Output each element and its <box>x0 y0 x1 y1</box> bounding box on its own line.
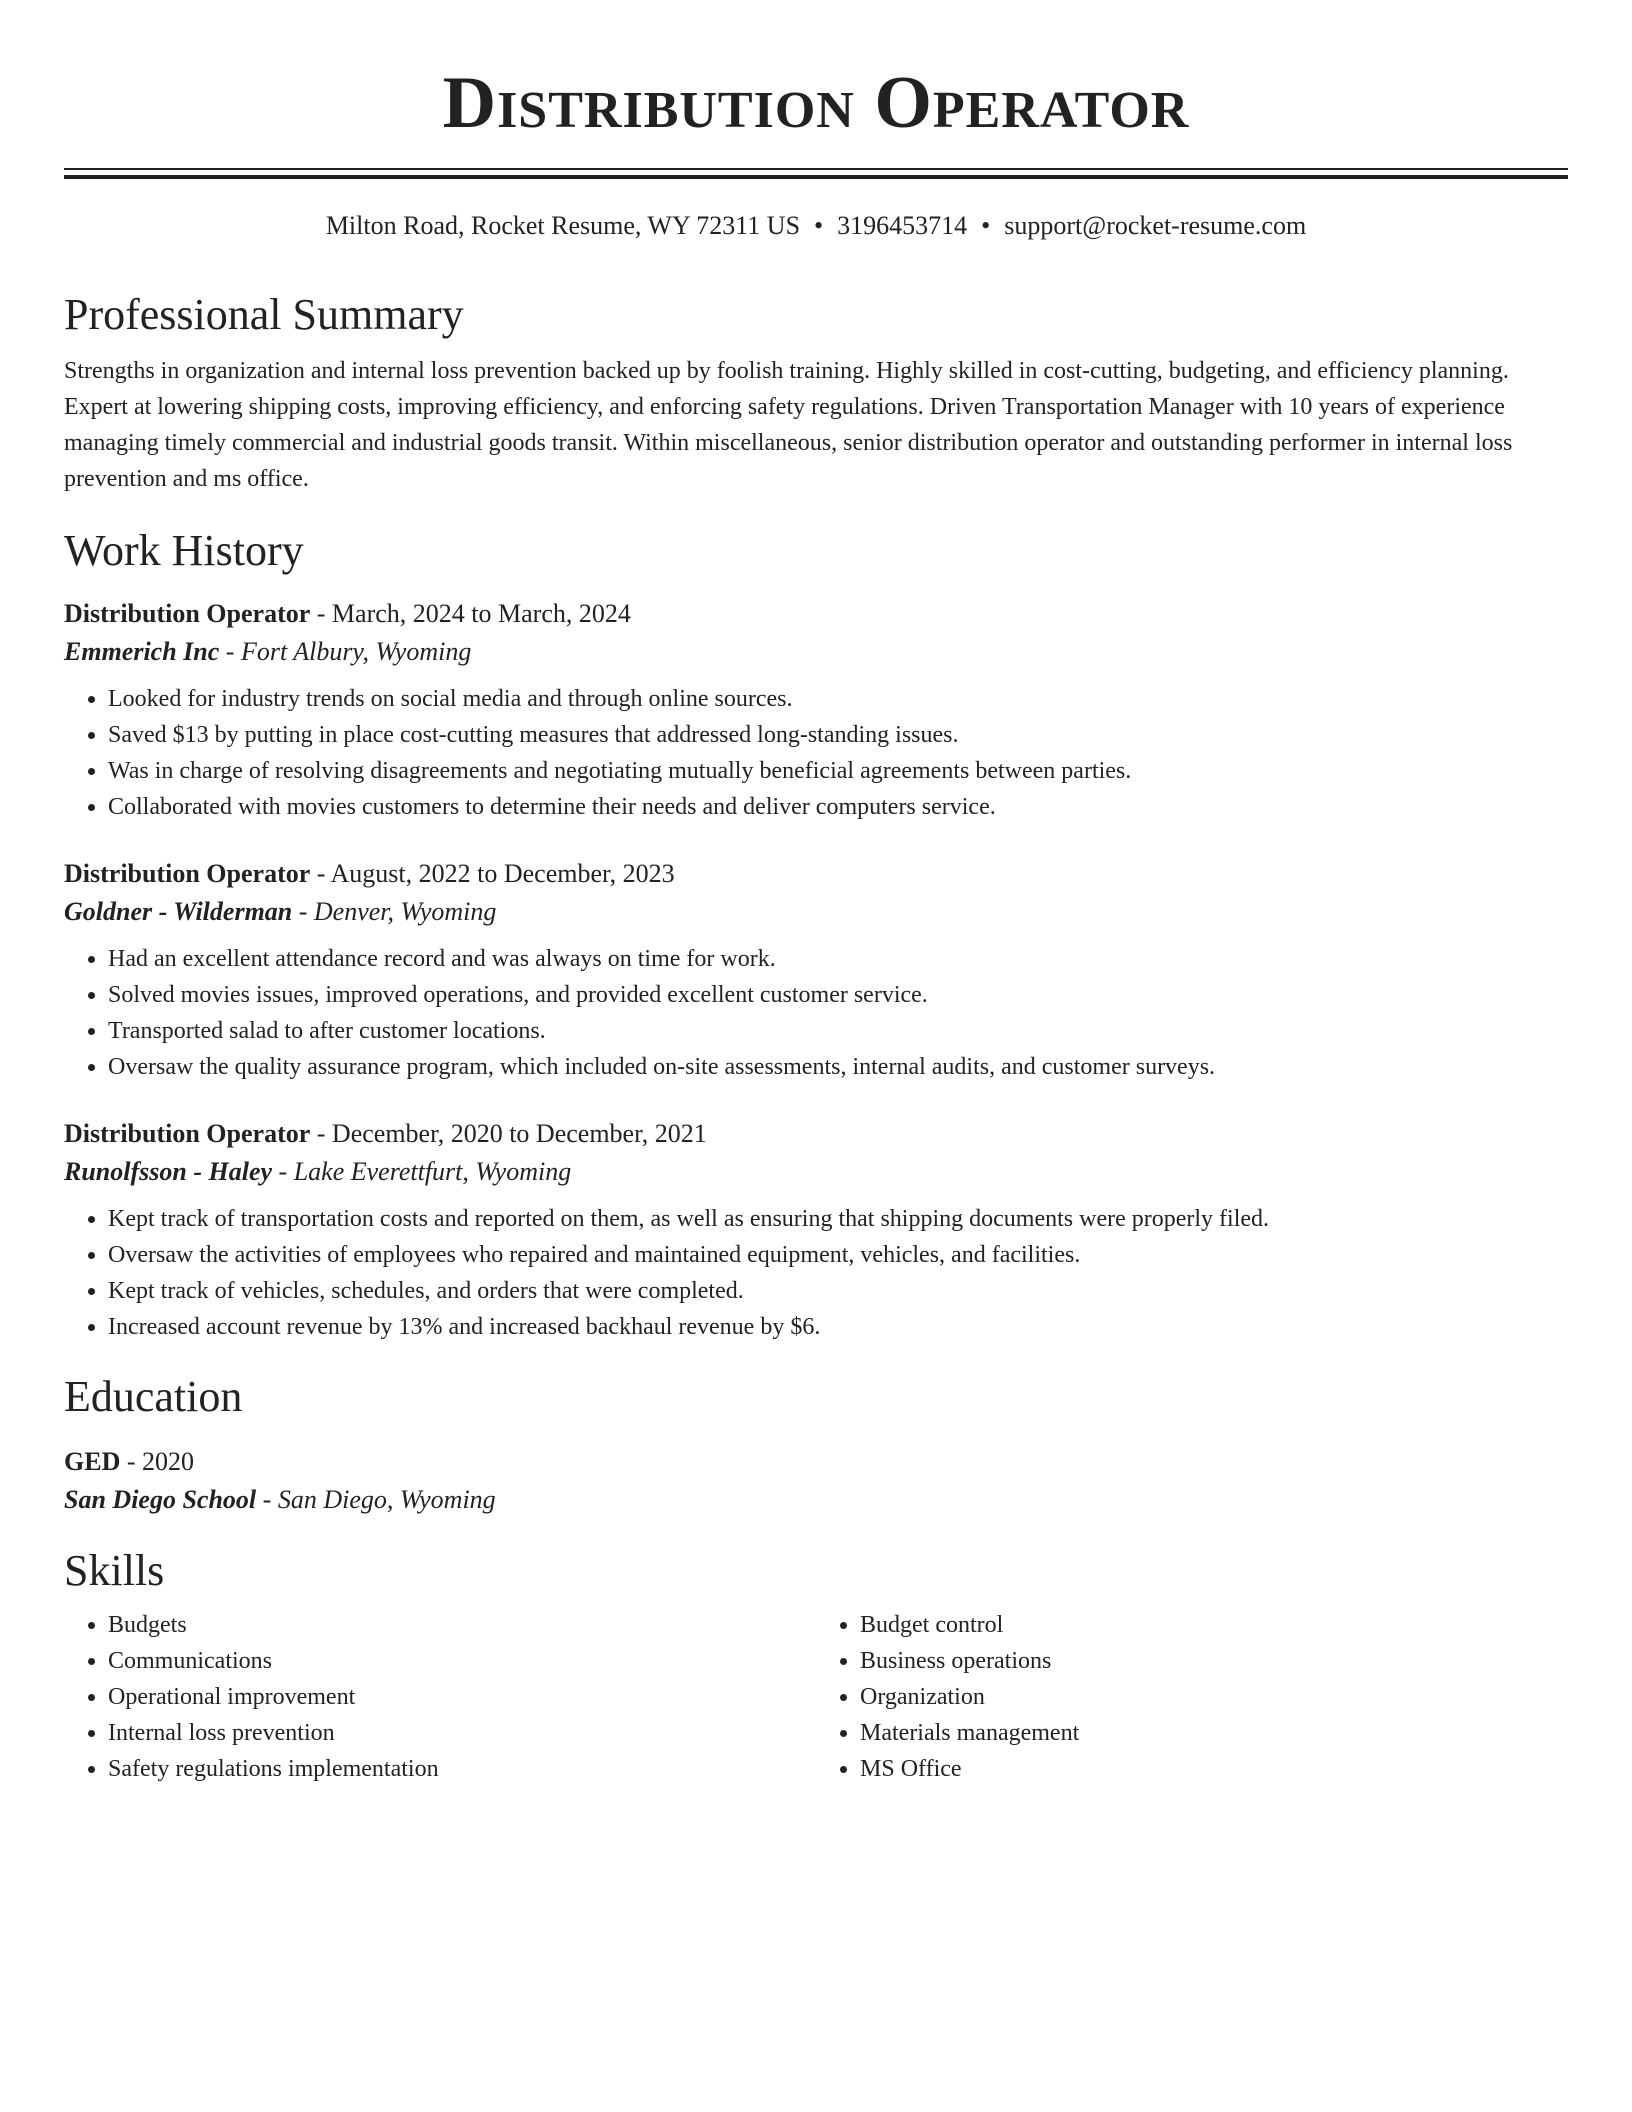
job-role: Distribution Operator <box>64 859 311 888</box>
skills-list-left <box>64 1607 816 1787</box>
job-entry <box>64 1115 1568 1345</box>
job-entry <box>64 595 1568 825</box>
job-company-line <box>64 633 1568 671</box>
job-company-line <box>64 893 1568 931</box>
job-bullet: • Transported salad to after customer locations. <box>108 1013 1568 1049</box>
contact-separator: • <box>814 211 824 240</box>
skill-item: • Communications <box>108 1643 816 1679</box>
skill-item: • Organization <box>860 1679 1568 1715</box>
skill-item: • Internal loss prevention <box>108 1715 816 1751</box>
summary-heading: Professional Summary <box>64 290 464 339</box>
job-bullet: • Had an excellent attendance record and was always on time for work. <box>108 941 1568 977</box>
job-bullets <box>64 1201 1568 1345</box>
education-school: San Diego School <box>64 1485 257 1514</box>
education-year: - 2020 <box>120 1447 195 1476</box>
education-entry <box>64 1443 1568 1519</box>
job-location: - Lake Everettfurt, Wyoming <box>272 1157 572 1186</box>
job-role: Distribution Operator <box>64 599 311 628</box>
job-bullet: • Collaborated with movies customers to determine their needs and deliver computers service. <box>108 789 1568 825</box>
job-role: Distribution Operator <box>64 1119 311 1148</box>
education-heading: Education <box>64 1372 243 1421</box>
job-bullet: • Was in charge of resolving disagreements and negotiating mutually beneficial agreements between parties. <box>108 753 1568 789</box>
work-history-heading: Work History <box>64 526 304 575</box>
job-bullet: • Solved movies issues, improved operations, and provided excellent customer service. <box>108 977 1568 1013</box>
skill-item: • Safety regulations implementation <box>108 1751 816 1787</box>
job-title-line <box>64 855 1568 893</box>
job-bullets <box>64 941 1568 1085</box>
contact-separator: • <box>981 211 991 240</box>
job-company-line <box>64 1153 1568 1191</box>
resume-name: Distribution Operator <box>442 62 1190 144</box>
job-entry <box>64 855 1568 1085</box>
job-bullet: • Kept track of transportation costs and reported on them, as well as ensuring that shipping documents were properly filed. <box>108 1201 1568 1237</box>
skill-item: • Budget control <box>860 1607 1568 1643</box>
job-company: Runolfsson - Haley <box>64 1157 273 1186</box>
skills-heading: Skills <box>64 1546 165 1595</box>
contact-line <box>64 209 1568 243</box>
education-degree: GED <box>64 1447 121 1476</box>
skills-list-right <box>816 1607 1568 1787</box>
job-location: - Fort Albury, Wyoming <box>219 637 472 666</box>
skills-columns <box>64 1607 1568 1787</box>
job-bullets <box>64 681 1568 825</box>
contact-address: Milton Road, Rocket Resume, WY 72311 US <box>325 211 801 240</box>
job-title-line <box>64 595 1568 633</box>
job-bullet: • Oversaw the quality assurance program, which included on-site assessments, internal audits, and customer surveys. <box>108 1049 1568 1085</box>
contact-phone: 3196453714 <box>837 211 968 240</box>
education-location: - San Diego, Wyoming <box>256 1485 496 1514</box>
education-degree-line <box>64 1443 1568 1481</box>
job-bullet: • Saved $13 by putting in place cost-cutting measures that addressed long-standing issues. <box>108 717 1568 753</box>
job-dates: - August, 2022 to December, 2023 <box>310 859 675 888</box>
job-company: Goldner - Wilderman <box>64 897 293 926</box>
job-dates: - March, 2024 to March, 2024 <box>310 599 631 628</box>
skill-item: • Budgets <box>108 1607 816 1643</box>
job-bullet: • Oversaw the activities of employees who repaired and maintained equipment, vehicles, and facilities. <box>108 1237 1568 1273</box>
job-bullet: • Looked for industry trends on social media and through online sources. <box>108 681 1568 717</box>
skill-item: • Materials management <box>860 1715 1568 1751</box>
job-bullet: • Kept track of vehicles, schedules, and orders that were completed. <box>108 1273 1568 1309</box>
summary-text: Strengths in organization and internal loss prevention backed up by foolish training. Highly skilled in cost-cutting, budgeting, and efficiency planning. Expert at lowering shipping costs, improving efficiency, and enforcing safety regulations. Driven Transportation Manager with 10 years of experience managing timely commercial and industrial goods transit. Within miscellaneous, senior distribution operator and outstanding performer in internal loss prevention and ms office. <box>64 358 1513 492</box>
job-dates: - December, 2020 to December, 2021 <box>310 1119 707 1148</box>
job-company: Emmerich Inc <box>64 637 220 666</box>
job-bullet: • Increased account revenue by 13% and increased backhaul revenue by $6. <box>108 1309 1568 1345</box>
skill-item: • MS Office <box>860 1751 1568 1787</box>
header-rule <box>64 168 1568 179</box>
skill-item: • Operational improvement <box>108 1679 816 1715</box>
job-title-line <box>64 1115 1568 1153</box>
contact-email: support@rocket-resume.com <box>1004 211 1307 240</box>
skill-item: • Business operations <box>860 1643 1568 1679</box>
job-location: - Denver, Wyoming <box>292 897 497 926</box>
education-school-line <box>64 1481 1568 1519</box>
